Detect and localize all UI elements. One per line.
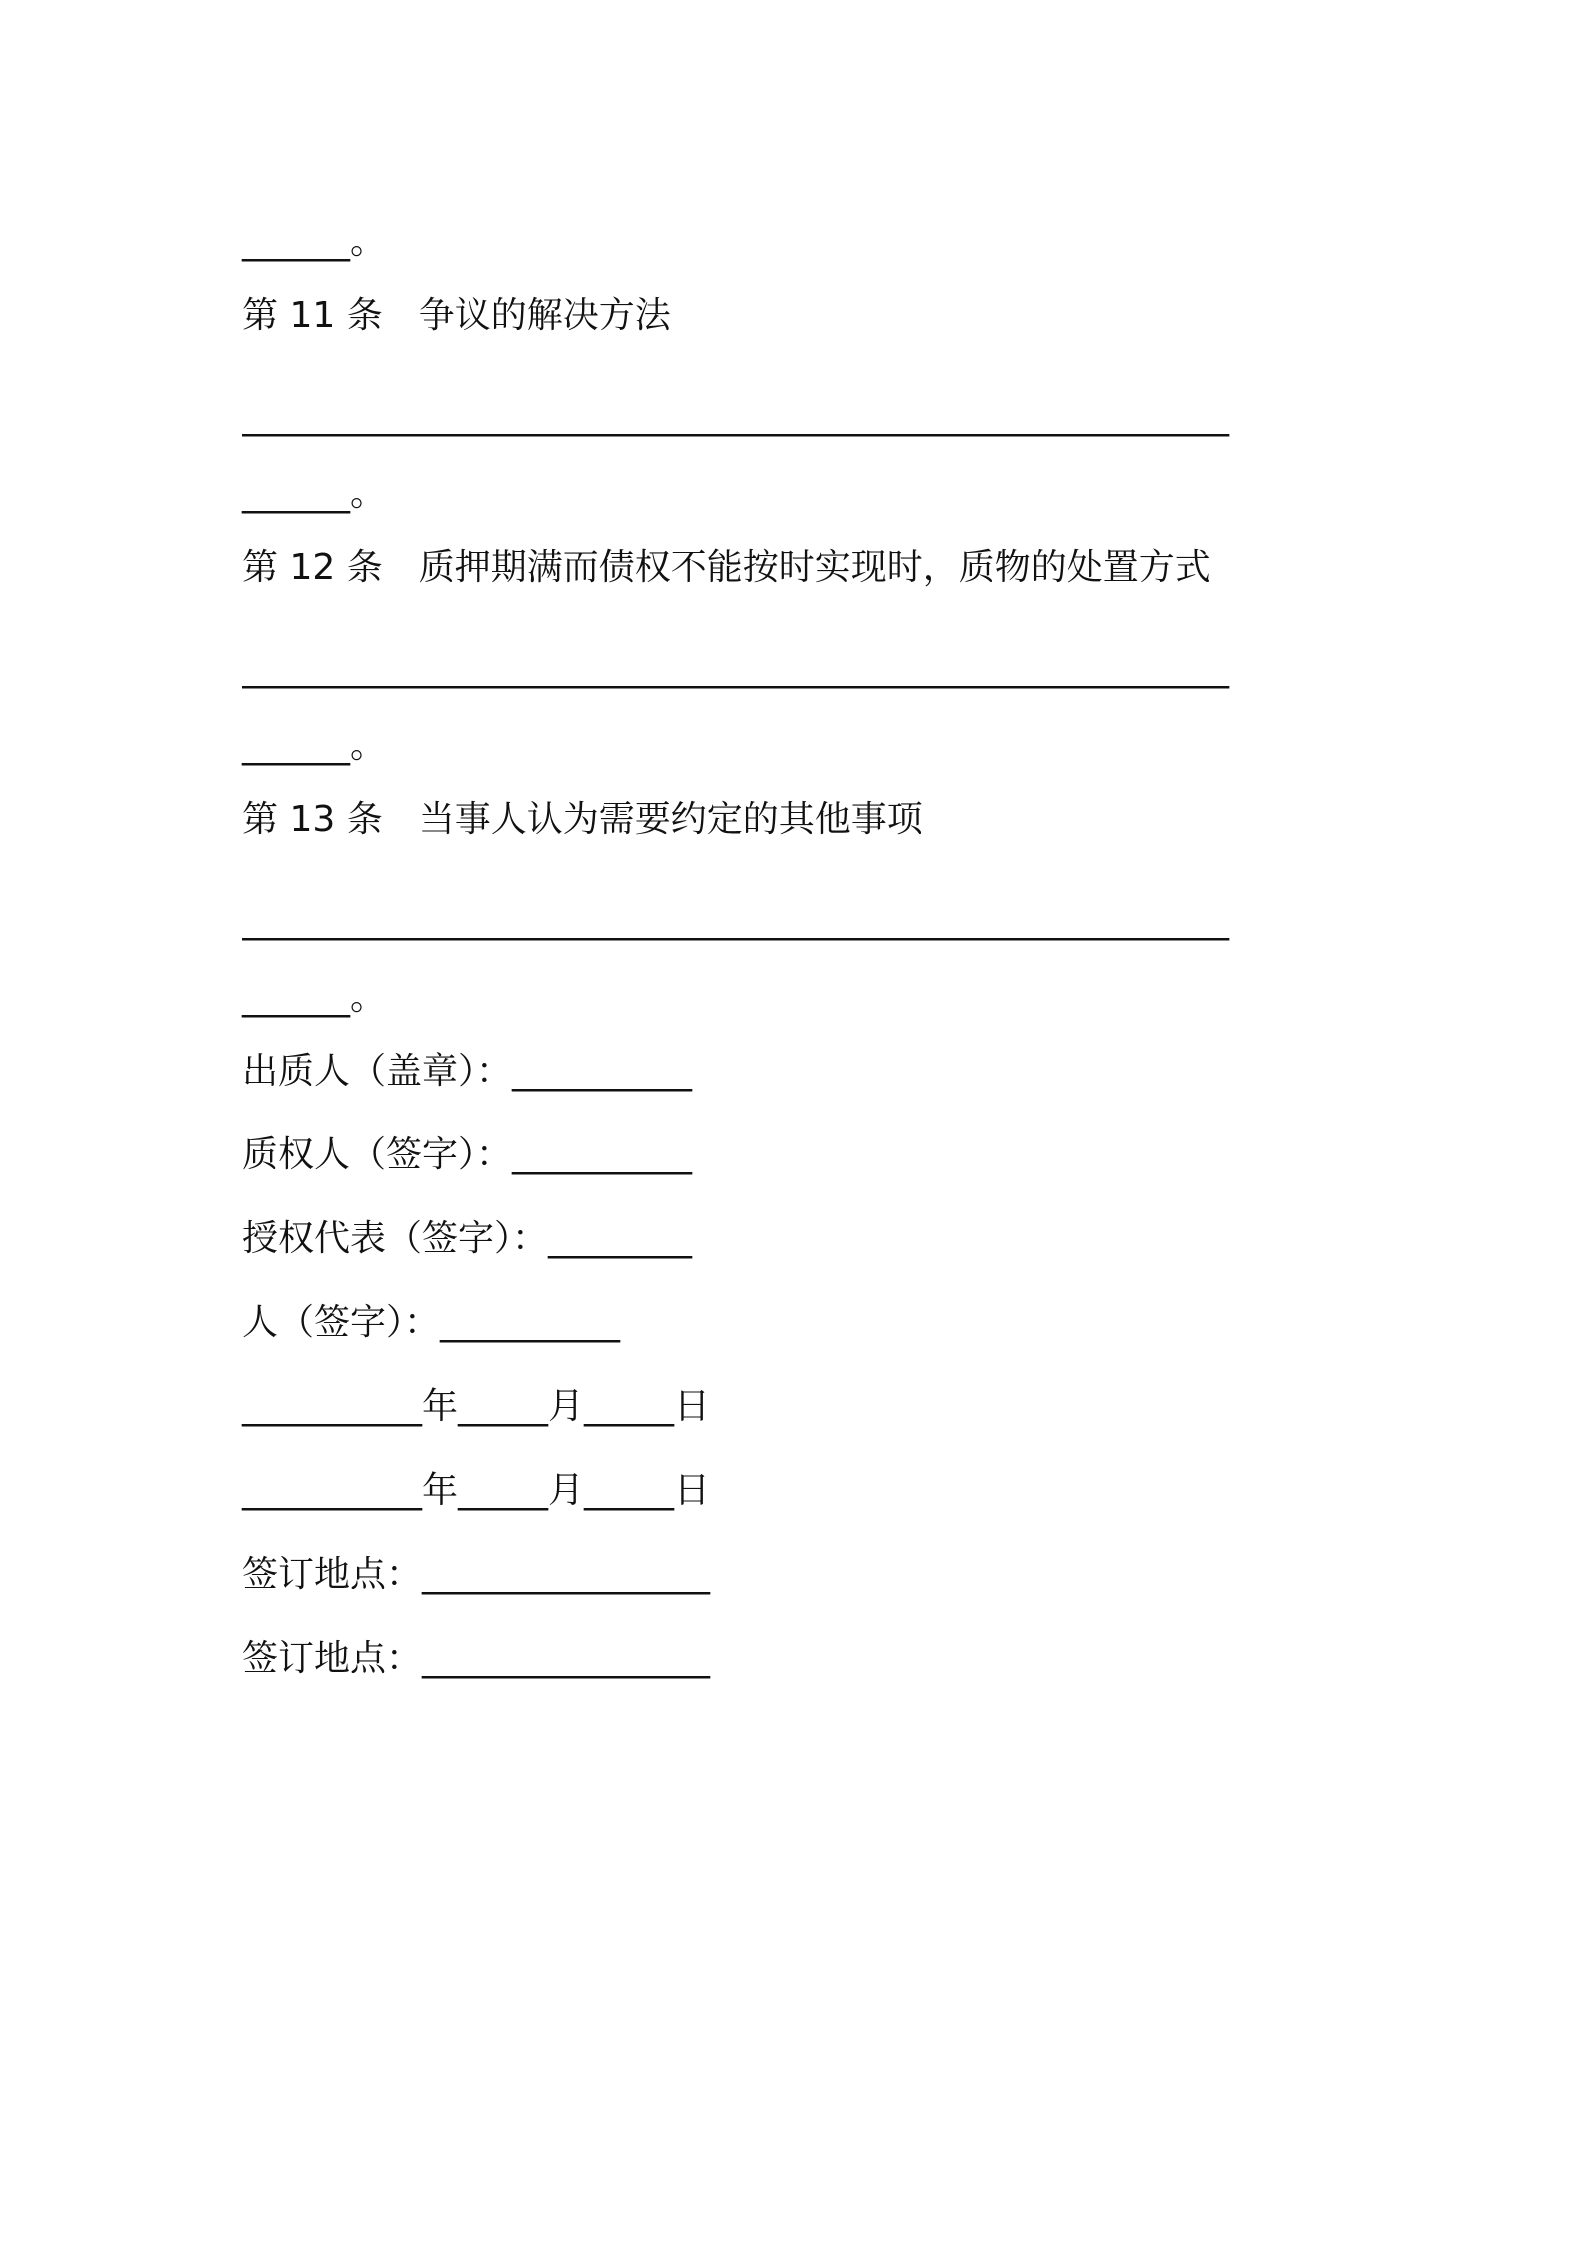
article-11-heading: 第 11 条 争议的解决方法 [242, 295, 671, 336]
pledgor-seal-line: 出质人（盖章）：__________ [242, 1051, 693, 1092]
article-11-fill-in-line: __________________________________________________________ [242, 396, 1228, 437]
signing-place-line: 签订地点：________________ [242, 1554, 711, 1595]
article-12-heading: 第 12 条 质押期满而债权不能按时实现时，质物的处置方式 [242, 547, 1211, 588]
clause-end-line: ______。 [242, 473, 387, 514]
authorized-representative-signature-line: 授权代表（签字）：________ [242, 1218, 693, 1259]
article-12-fill-in-line: __________________________________________________________ [242, 648, 1228, 689]
article-13-fill-in-line: __________________________________________________________ [242, 900, 1228, 941]
date-line: __________年_____月_____日 [242, 1470, 710, 1511]
clause-end-line: ______。 [242, 221, 387, 262]
pledgee-signature-line: 质权人（签字）：__________ [242, 1134, 693, 1175]
date-line: __________年_____月_____日 [242, 1386, 710, 1427]
clause-end-line: ______。 [242, 725, 387, 766]
signing-place-line: 签订地点：________________ [242, 1638, 711, 1679]
person-signature-line: 人（签字）：__________ [242, 1302, 621, 1343]
article-13-heading: 第 13 条 当事人认为需要约定的其他事项 [242, 799, 923, 840]
clause-end-line: ______。 [242, 977, 387, 1018]
